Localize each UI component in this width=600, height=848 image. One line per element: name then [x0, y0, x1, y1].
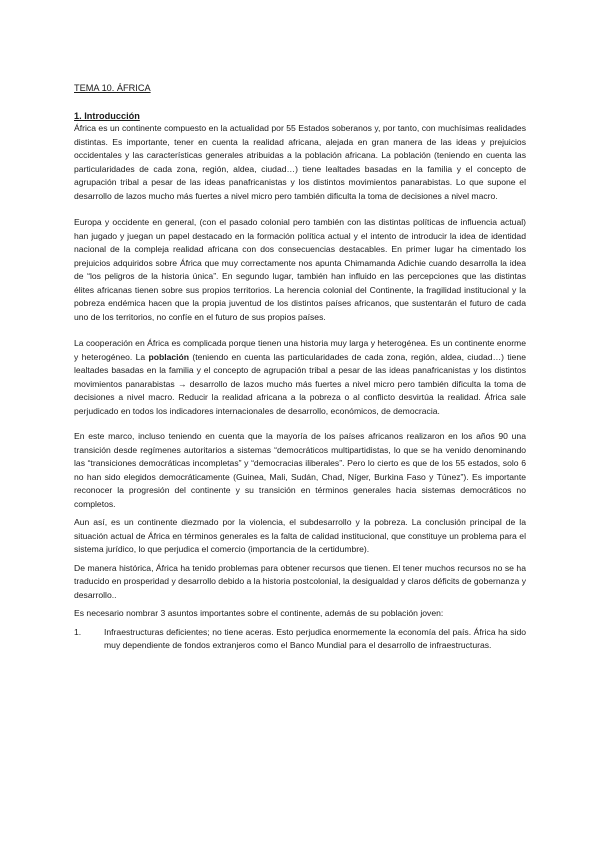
paragraph-intro: África es un continente compuesto en la actualidad por 55 Estados soberanos y, por tanto, con muchísimas realidades distintas. Es importante, tener en cuenta la realidad africana, alejada en gran manera de las ideas y prejuicios occidentales y las características generales atribuidas a la población africana. La población (teniendo en cuenta las particularidades de cada zona, región, aldea, ciudad…) tiene lealtades basadas en la familia y el concepto de agrupación tribal a pesar de las ideas panafricanistas y los distintos movimientos panarabistas. Lo que supone el desarrollo de lazos mucho más fuertes a nivel micro pero también dificulta la toma de decisiones a nivel macro. — [74, 123, 526, 201]
paragraph-europe: Europa y occidente en general, (con el pasado colonial pero también con las distintas políticas de influencia actual) han jugado y juegan un papel destacado en la formación política actual y el intento de introducir la idea de identidad nacional de la compleja realidad africana con dos consecuencias destacables. En primer lugar ha cimentado los prejuicios adquiridos sobre África que muy correctamente nos apunta Chimamanda Adichie cuando desarrolla la idea de “los peligros de la historia única”. En segundo lugar, también han influido en las percepciones que las distintas élites africanas tienen sobre sus propios territorios. La herencia colonial del Continente, la fragilidad institucional y la pobreza endémica hacen que la propia juventud de los distintos países africanos, que sustentarán el futuro de cada uno de los territorios, no confíe en el futuro de sus propios países. — [74, 217, 526, 322]
list-item-number: 1. — [74, 626, 82, 637]
paragraph-democratic-transition: En este marco, incluso teniendo en cuenta que la mayoría de los países africanos realizaron en los años 90 una transición desde regímenes autoritarios a sistemas “democráticos multipartidistas, lo que se ha venido denominando las “transiciones democráticas incompletas” y “democracias iliberales”. Pero lo cierto es que de los 55 estados, solo 6 no han sido elegidos democráticamente (Guinea, Mali, Sudán, Chad, Níger, Burkina Faso y Túnez”). Es importante reconocer la progresión del continente y su transición en términos generales hacia sistemas democráticos no completos. — [74, 431, 526, 509]
list-item — [74, 626, 526, 653]
paragraph-cooperation-part-1: La cooperación en África es complicada porque tienen una historia muy larga y heterogénea. Es un continente enorme y heterogéneo. La — [74, 338, 526, 362]
paragraph-violence: Aun así, es un continente diezmado por la violencia, el subdesarrollo y la pobreza. La conclusión principal de la situación actual de África en términos generales es la falta de calidad institucional, que constituye un problema para el sistema jurídico, lo que perjudica el comercio (importancia de la certidumbre). — [74, 517, 526, 554]
paragraph-resources: De manera histórica, África ha tenido problemas para obtener recursos que tienen. El tener muchos recursos no se ha traducido en prosperidad y desarrollo debido a la historia postcolonial, la desigualdad y claros déficits de gobernanza y desarrollo.. — [74, 562, 526, 600]
section-heading: 1. Introducción — [74, 111, 140, 121]
list-item-text: Infraestructuras deficientes; no tiene aceras. Esto perjudica enormemente la economía del país. África ha sido muy dependiente de fondos extranjeros como el Banco Mundial para el desarrollo de infraestructuras. — [104, 626, 526, 650]
bold-term-poblacion: población — [148, 351, 190, 362]
paragraph-three-issues: Es necesario nombrar 3 asuntos importantes sobre el continente, además de su población joven: — [74, 608, 444, 618]
document-title: TEMA 10. ÁFRICA — [74, 83, 151, 93]
paragraph-cooperation — [74, 337, 526, 418]
document-body — [74, 82, 526, 653]
paragraph-cooperation-part-2: (teniendo en cuenta las particularidades de cada zona, región, aldea, ciudad…) tiene lealtades basadas en la familia y el concepto de agrupación tribal a pesar de las ideas panafricanistas y los distintos movimientos panarabistas → desarrollo de lazos mucho más fuertes a nivel micro pero también dificulta la toma de decisiones a nivel macro. Reducir la realidad africana a la pobreza o al conflicto desvirtúa la realidad. África sale perjudicado en todos los indicadores internacionales de desarrollo, económicos, de democracia. — [74, 351, 526, 416]
